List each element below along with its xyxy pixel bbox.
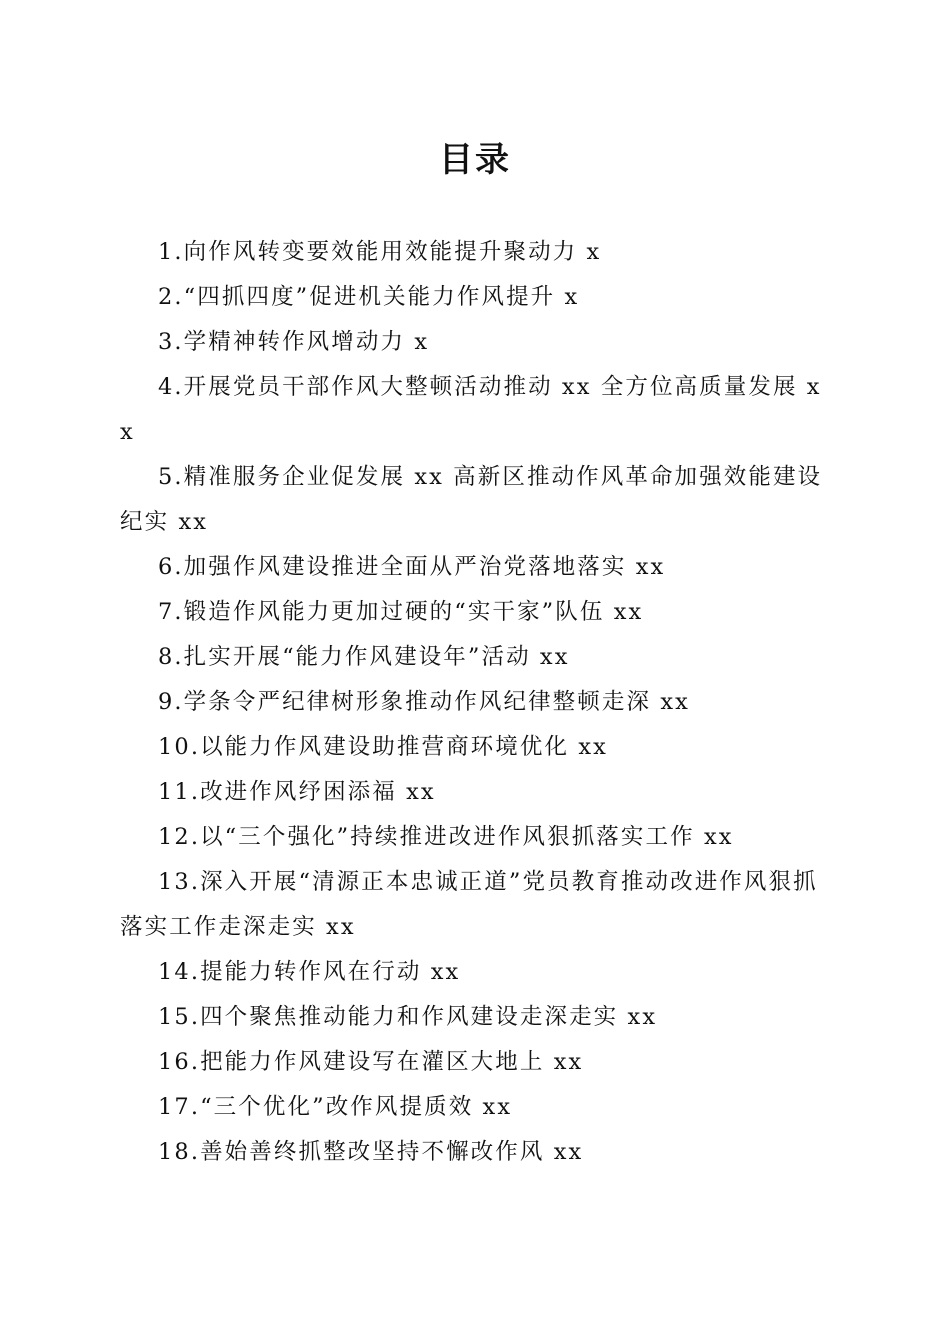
toc-item-6: 6.加强作风建设推进全面从严治党落地落实 xx — [158, 554, 666, 580]
toc-item-10: 10.以能力作风建设助推营商环境优化 xx — [158, 734, 608, 760]
toc-item-5: 5.精准服务企业促发展 xx 高新区推动作风革命加强效能建设纪实 xx — [120, 464, 823, 535]
page-title: 目录 — [439, 140, 511, 180]
toc-item-3: 3.学精神转作风增动力 x — [158, 329, 430, 355]
toc-item-2: 2.“四抓四度”促进机关能力作风提升 x — [158, 284, 580, 310]
toc-item-8: 8.扎实开展“能力作风建设年”活动 xx — [158, 644, 570, 670]
toc-item-7: 7.锻造作风能力更加过硬的“实干家”队伍 xx — [158, 599, 644, 625]
table-of-contents — [120, 230, 830, 1175]
toc-item-11: 11.改进作风纾困添福 xx — [158, 779, 436, 805]
toc-item-14: 14.提能力转作风在行动 xx — [158, 959, 461, 985]
toc-item-13: 13.深入开展“清源正本忠诚正道”党员教育推动改进作风狠抓落实工作走深走实 xx — [120, 869, 818, 940]
toc-item-12: 12.以“三个强化”持续推进改进作风狠抓落实工作 xx — [158, 824, 734, 850]
toc-item-4: 4.开展党员干部作风大整顿活动推动 xx 全方位高质量发展 xx — [120, 374, 822, 445]
toc-item-15: 15.四个聚焦推动能力和作风建设走深走实 xx — [158, 1004, 658, 1030]
toc-item-9: 9.学条令严纪律树形象推动作风纪律整顿走深 xx — [158, 689, 690, 715]
toc-item-18: 18.善始善终抓整改坚持不懈改作风 xx — [158, 1139, 584, 1165]
toc-item-1: 1.向作风转变要效能用效能提升聚动力 x — [158, 239, 602, 265]
toc-item-16: 16.把能力作风建设写在灌区大地上 xx — [158, 1049, 584, 1075]
toc-item-17: 17.“三个优化”改作风提质效 xx — [158, 1094, 513, 1120]
